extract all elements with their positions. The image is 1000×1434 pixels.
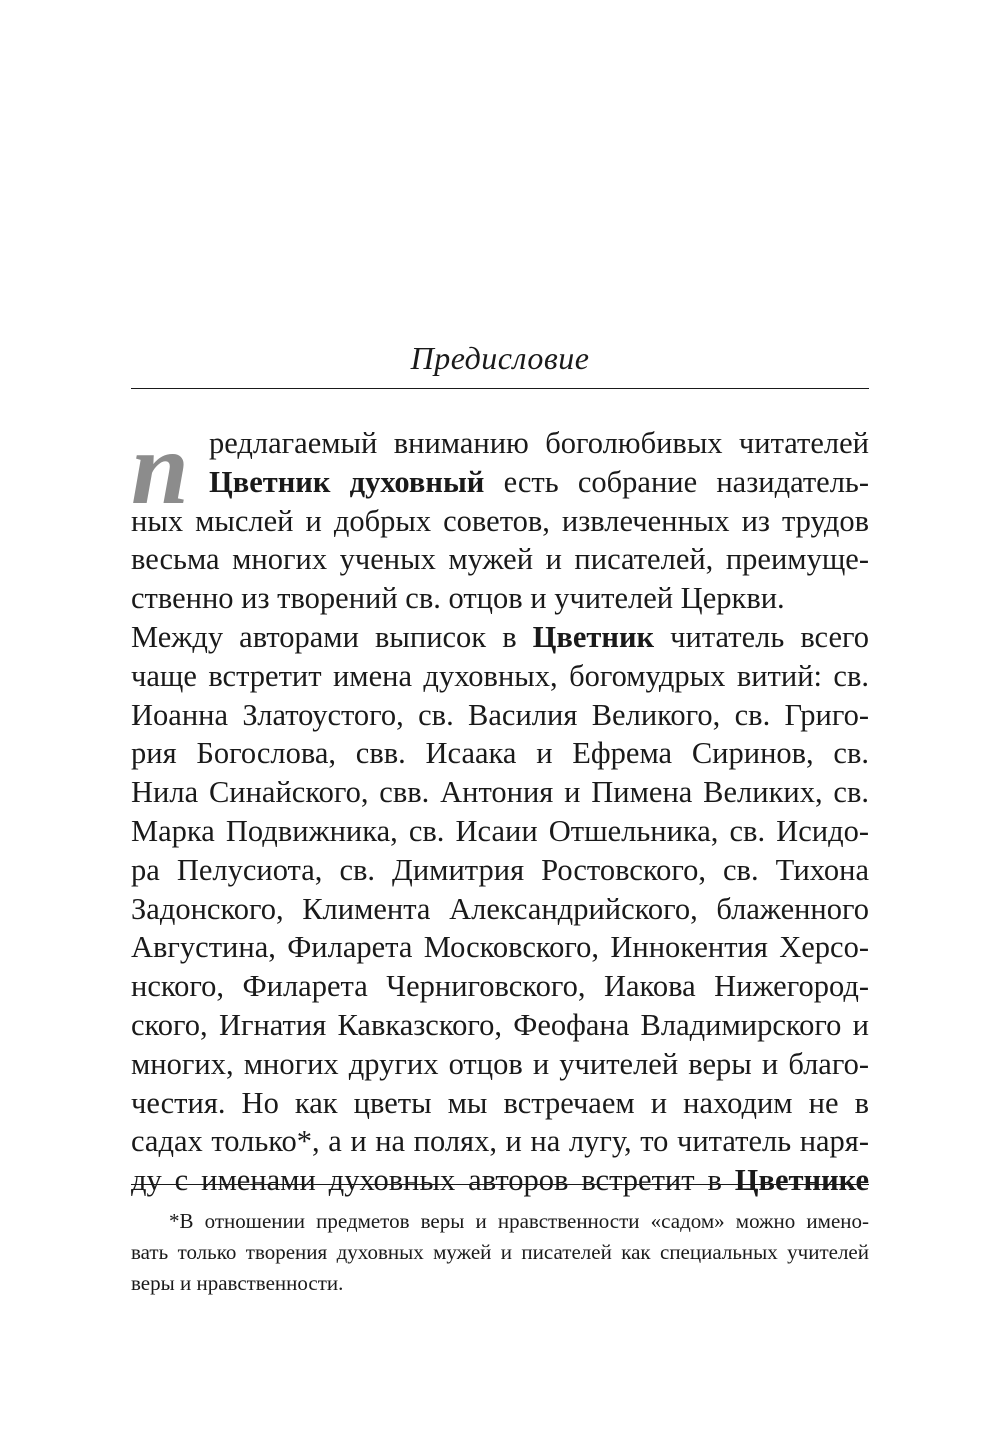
text-line: ского, Игнатия Кавказского, Феофана Владимирского и [131, 1007, 869, 1042]
text-line: садах только*, а и на полях, и на лугу, то читатель наря- [131, 1124, 869, 1159]
footnote-line: вать только творения духовных мужей и писателей как специальных учителей [131, 1240, 869, 1264]
emphasis: Цветнике [734, 1163, 869, 1198]
emphasis: Цветник духовный [209, 464, 485, 499]
text-line: рия Богослова, свв. Исаака и Ефрема Сиринов, св. [131, 736, 869, 771]
footnote [131, 1206, 869, 1299]
text-line: ных мыслей и добрых советов, извлеченных из трудов [131, 503, 869, 538]
text-line: чаще встретит имена духовных, богомудрых витий: св. [131, 658, 869, 693]
text-line: Цветник духовный есть собрание назидатель- [209, 464, 869, 499]
text-line: нского, Филарета Черниговского, Иакова Нижегород- [131, 969, 869, 1004]
text-line: Нила Синайского, свв. Антония и Пимена Великих, св. [131, 775, 869, 810]
header-divider [131, 388, 869, 389]
text-line: Между авторами выписок в Цветник читатель всего [131, 619, 869, 654]
text-line: Марка Подвижника, св. Исаии Отшельника, св. Исидо- [131, 813, 869, 848]
text-line: многих, многих других отцов и учителей веры и благо- [131, 1046, 869, 1081]
text-line: Иоанна Златоустого, св. Василия Великого, св. Григо- [131, 697, 869, 732]
book-page [131, 0, 869, 1434]
text-line: Задонского, Климента Александрийского, блаженного [131, 891, 869, 926]
text-line: ственно из творений св. отцов и учителей Церкви. [131, 581, 785, 616]
text-line: честия. Но как цветы мы встречаем и находим не в [131, 1085, 869, 1120]
text-line: редлагаемый вниманию боголюбивых читателей [209, 426, 869, 460]
drop-cap: п [131, 411, 189, 526]
text-line: ду с именами духовных авторов встретит в Цветнике [131, 1163, 869, 1198]
main-text [131, 411, 869, 1200]
text-line: весьма многих ученых мужей и писателей, преимуще- [131, 542, 869, 577]
emphasis: Цветник [532, 619, 655, 654]
footnote-line: *В отношении предметов веры и нравственности «садом» можно имено- [169, 1209, 869, 1233]
text-line: Августина, Филарета Московского, Иннокентия Херсо- [131, 930, 869, 965]
text-line: ра Пелусиота, св. Димитрия Ростовского, св. Тихона [131, 852, 869, 887]
footnote-divider [131, 1184, 869, 1185]
page-title: Предисловие [410, 340, 590, 376]
footnote-line: веры и нравственности. [131, 1271, 344, 1295]
